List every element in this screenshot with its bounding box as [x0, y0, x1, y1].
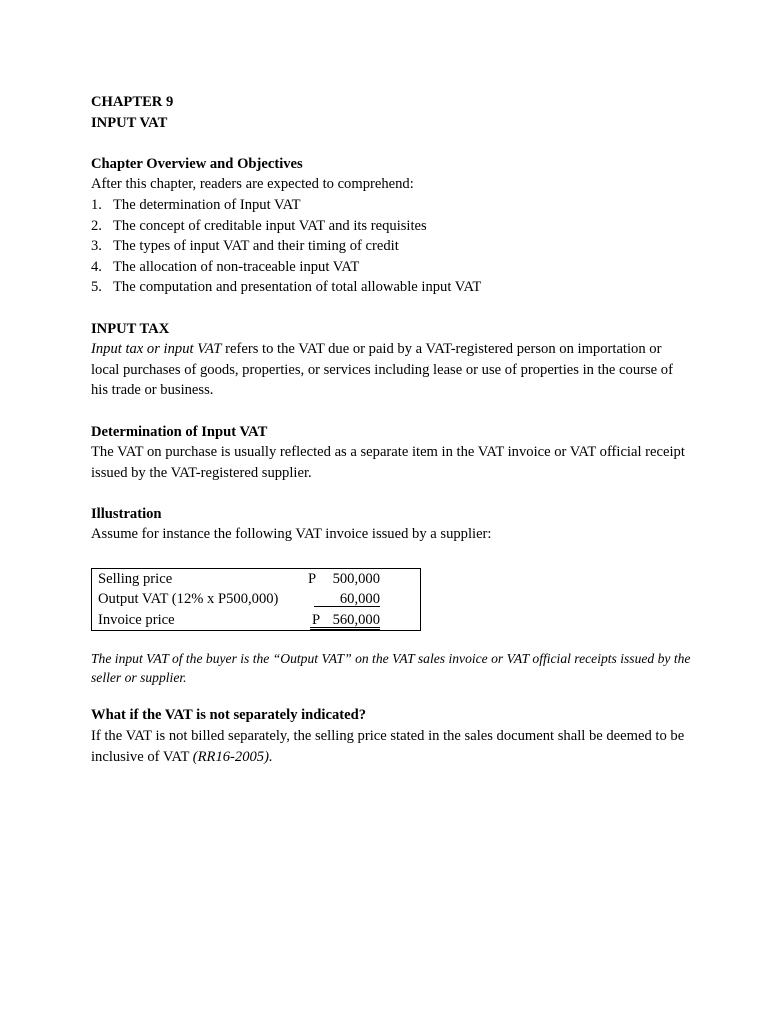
row-currency: P: [308, 570, 317, 587]
illustration-intro: Assume for instance the following VAT invoice issued by a supplier:: [91, 526, 492, 543]
list-item-text: The determination of Input VAT: [113, 196, 301, 213]
list-item-text: The allocation of non-traceable input VAT: [113, 258, 360, 275]
list-item: [91, 216, 691, 237]
row-amount: 500,000: [332, 570, 380, 587]
objectives-list: [91, 195, 691, 298]
input-tax-term: Input tax or input VAT: [91, 341, 222, 358]
table-row: [92, 568, 421, 589]
input-tax-definition: refers to the VAT due or paid by a VAT-registered person on importation or local purchases of goods, properties, or services including lease or use of properties in the course of his trade or business.: [91, 341, 673, 399]
row-label: Selling price: [98, 570, 173, 587]
illustration-note: The input VAT of the buyer is the “Output VAT” on the VAT sales invoice or VAT official receipts issued by the seller or supplier.: [91, 651, 691, 686]
row-label: Output VAT (12% x P500,000): [98, 591, 279, 608]
not-indicated-citation: (RR16-2005).: [192, 748, 273, 765]
table-row: [92, 610, 421, 631]
not-indicated-text: If the VAT is not billed separately, the selling price stated in the sales document shall be deemed to be inclusive of VAT: [91, 728, 685, 765]
list-item: [91, 257, 691, 278]
row-amount: 60,000: [339, 591, 380, 608]
row-label: Invoice price: [98, 611, 175, 628]
input-tax-heading: INPUT TAX: [91, 320, 170, 337]
list-item-text: The types of input VAT and their timing of credit: [113, 238, 399, 255]
determination-heading: Determination of Input VAT: [91, 423, 268, 440]
list-item-text: The computation and presentation of total allowable input VAT: [113, 279, 482, 296]
row-amount-cell: [296, 589, 421, 610]
list-item: [91, 277, 691, 298]
list-item: [91, 195, 691, 216]
document-page: [91, 92, 691, 767]
chapter-number: CHAPTER 9: [91, 94, 174, 110]
table-row: [92, 589, 421, 610]
overview-intro: After this chapter, readers are expected to comprehend:: [91, 176, 414, 193]
not-indicated-heading: What if the VAT is not separately indicated?: [91, 707, 366, 724]
overview-heading: Chapter Overview and Objectives: [91, 155, 303, 172]
determination-paragraph: The VAT on purchase is usually reflected as a separate item in the VAT invoice or VAT official receipt issued by the VAT-registered supplier.: [91, 444, 685, 481]
not-indicated-paragraph: [91, 726, 691, 767]
list-item-number: 4.: [91, 258, 102, 275]
list-item-number: 3.: [91, 238, 102, 255]
list-item-number: 5.: [91, 279, 102, 296]
list-item-number: 2.: [91, 217, 102, 234]
row-amount-cell: [296, 610, 421, 631]
row-currency: P: [312, 611, 321, 628]
list-item: [91, 236, 691, 257]
list-item-text: The concept of creditable input VAT and its requisites: [113, 217, 427, 234]
row-amount-cell: [296, 568, 421, 589]
invoice-table: [91, 568, 421, 632]
illustration-heading: Illustration: [91, 505, 162, 522]
chapter-title: INPUT VAT: [91, 114, 168, 131]
row-amount: 560,000: [332, 611, 380, 628]
input-tax-paragraph: [91, 339, 691, 401]
list-item-number: 1.: [91, 196, 102, 213]
